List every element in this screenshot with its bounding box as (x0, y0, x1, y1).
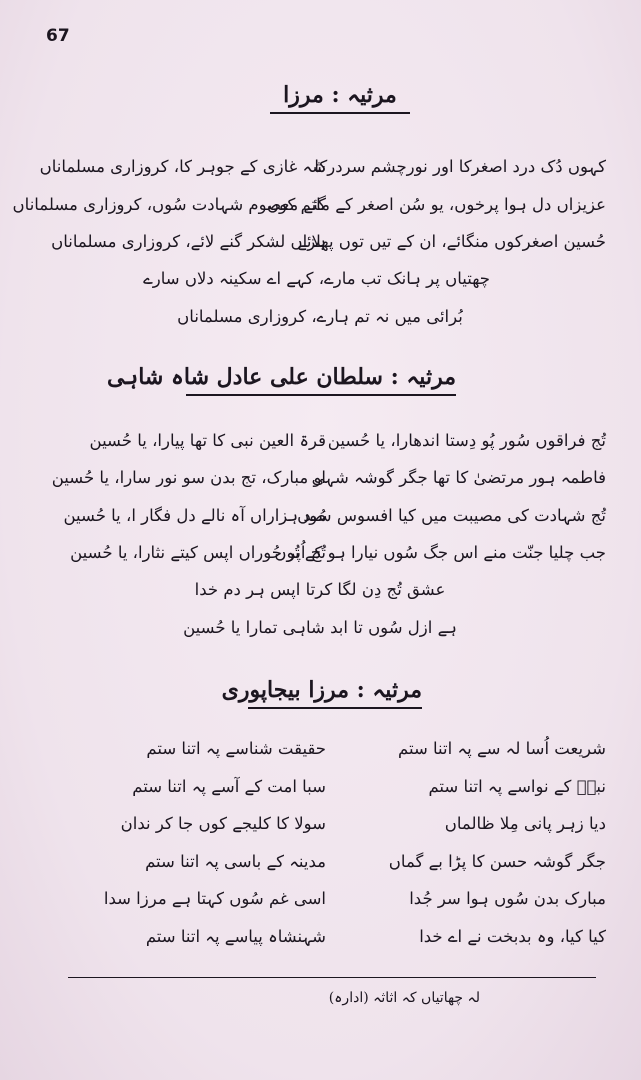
verse-line-center: ہے ازل سُوں تا ابد شاہی تمارا یا حُسین (183, 618, 457, 637)
verse-line-right: تُج شہادت کی مصیبت میں کیا افسوس سُوں (297, 506, 606, 525)
verse-line-right: شریعت اُسا لہ سے پہ اتنا ستم (397, 739, 606, 758)
section-heading-mirza: مرثیہ : مرزا (270, 82, 410, 114)
verse-line-right: کہوں دُک درد اصغرکا اور نورچشم سردرکا (314, 157, 606, 176)
verse-line-left: تُج اُپر حُوراں اپس کیتے نثارا، یا حُسین (70, 543, 326, 562)
verse-line-left: ہزاں لشکر گنے لائے، کروزاری مسلماناں (51, 232, 326, 251)
verse-line-right: مبارک بدن سُوں ہوا سر جُدا (409, 889, 606, 908)
verse-line-left: سبا امت کے آسے پہ اتنا ستم (132, 777, 326, 796)
verse-line-right: دیا زہر پانی مِلا ظالماں (444, 814, 606, 833)
verse-line-center: عشق تُج دِن لگا کرتا اپس ہر دم خدا (194, 580, 446, 599)
verse-line-right: کیا کیا، وہ بدبخت نے اے خدا (419, 927, 606, 946)
footnote: لہ چھاتیاں کہ اثاثہ (ادارہ) (328, 990, 480, 1006)
verse-line-left: مدینہ کے باسی پہ اتنا ستم (145, 852, 326, 871)
verse-line-right: حُسین اصغرکوں منگائے، ان کے تیں توں پھلائے (297, 232, 606, 251)
section-heading-mirza-bijapuri: مرثیہ : مرزا بیجاپوری (248, 677, 422, 709)
verse-line-left: اسی غم سُوں کہتا ہے مرزا سدا (103, 889, 326, 908)
verse-line-left: شہنشاہ پیاسے پہ اتنا ستم (145, 927, 326, 946)
verse-line-right: فاطمہ ہور مرتضیٰ کا تھا جگر گوشہ شہی (311, 468, 606, 487)
verse-line-center: چھتیاں پر ہانک تب مارے، کہے اے سکینہ دلاں سارے (143, 269, 490, 288)
footnote-divider (68, 977, 596, 978)
verse-line-right: عزیزاں دل ہوا پرخوں، یو سُن اصغر کے ماتم کوں (266, 195, 606, 214)
verse-line-right: تُج فراقوں سُور پُو دِستا اندھارا، یا حُسین (327, 431, 606, 450)
section-heading-sultan-ali-adil-shah: مرثیہ : سلطان علی عادل شاہ شاہی (186, 364, 456, 396)
verse-line-center: بُرائی میں نہ تم ہارے، کروزاری مسلماناں (177, 307, 463, 326)
verse-line-left: او مبارک، تج بدن سو نور سارا، یا حُسین (51, 468, 326, 487)
verse-line-right: جگر گوشہ حسن کا پڑا بے گماں (388, 852, 606, 871)
verse-line-left: قرۃ العین نبی کا تھا پیارا، یا حُسین (89, 431, 326, 450)
verse-line-right: نبیؐ کے نواسے پہ اتنا ستم (428, 777, 606, 796)
verse-line-left: صد ہزاراں آہ نالے دل فگار ا، یا حُسین (63, 506, 326, 525)
verse-line-left: گئے معصوم شہادت سُوں، کروزاری مسلماناں (12, 195, 326, 214)
verse-line-left: شہ غازی کے جوہر کا، کروزاری مسلماناں (39, 157, 326, 176)
verse-line-right: جب چلیا جنّت منے اس جگ سُوں نیارا ہو کے تُوں (274, 543, 606, 562)
verse-line-left: حقیقت شناسے پہ اتنا ستم (146, 739, 326, 758)
page-number: 67 (46, 26, 70, 46)
verse-line-left: سولا کا کلیجے کوں جا کر ندان (120, 814, 326, 833)
